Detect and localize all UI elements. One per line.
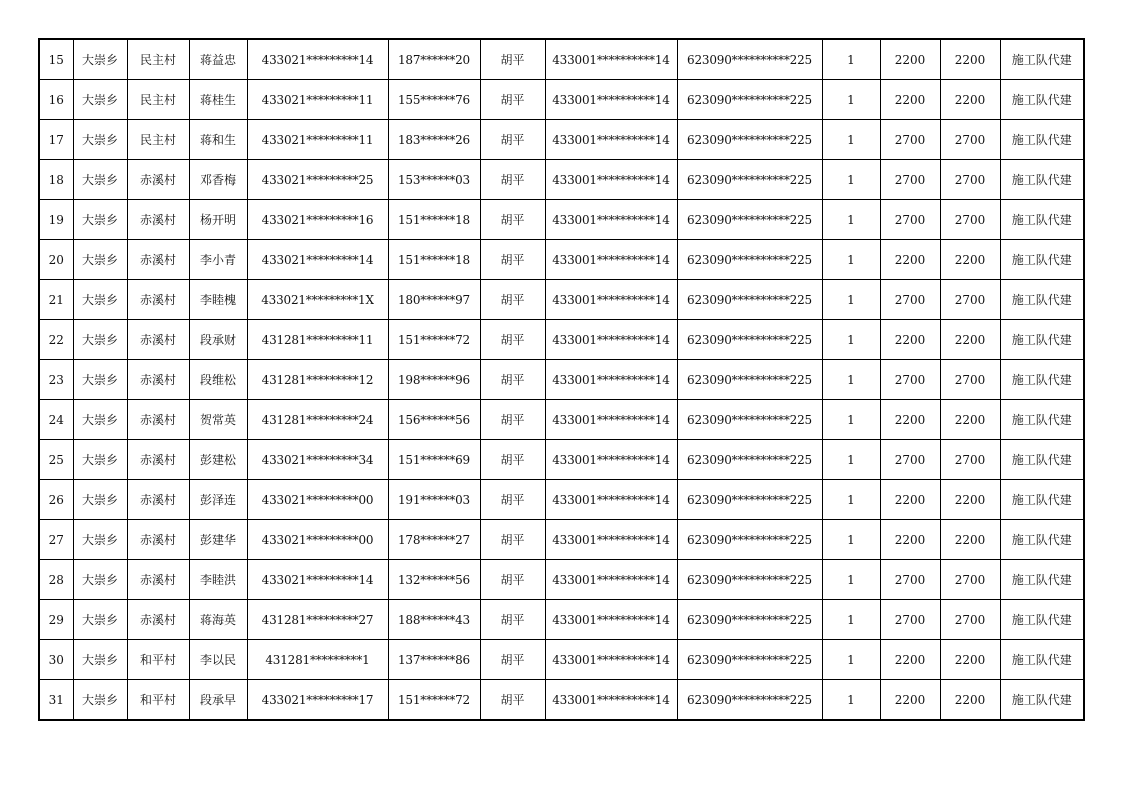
amount-a-cell: 2200 (880, 680, 940, 721)
construction-method-cell: 施工队代建 (1000, 240, 1084, 280)
table-body (39, 39, 1084, 720)
township-cell: 大崇乡 (73, 480, 127, 520)
village-cell: 赤溪村 (127, 560, 189, 600)
amount-b-cell: 2700 (940, 120, 1000, 160)
name-cell: 蒋桂生 (189, 80, 247, 120)
amount-b-cell: 2700 (940, 600, 1000, 640)
amount-b-cell: 2700 (940, 360, 1000, 400)
row-number-cell: 29 (39, 600, 73, 640)
village-cell: 赤溪村 (127, 520, 189, 560)
phone-cell: 191******03 (388, 480, 480, 520)
row-number-cell: 19 (39, 200, 73, 240)
name-cell: 李睦槐 (189, 280, 247, 320)
payee-id-cell: 433001**********14 (545, 680, 677, 721)
construction-method-cell: 施工队代建 (1000, 400, 1084, 440)
id-number-cell: 433021*********14 (247, 39, 388, 80)
bank-account-cell: 623090**********225 (677, 80, 822, 120)
row-number-cell: 26 (39, 480, 73, 520)
count-cell: 1 (822, 680, 880, 721)
construction-method-cell: 施工队代建 (1000, 680, 1084, 721)
count-cell: 1 (822, 160, 880, 200)
amount-b-cell: 2700 (940, 160, 1000, 200)
name-cell: 彭泽连 (189, 480, 247, 520)
payee-id-cell: 433001**********14 (545, 560, 677, 600)
amount-b-cell: 2200 (940, 520, 1000, 560)
household-table (38, 38, 1085, 721)
township-cell: 大崇乡 (73, 600, 127, 640)
phone-cell: 198******96 (388, 360, 480, 400)
id-number-cell: 433021*********11 (247, 120, 388, 160)
construction-method-cell: 施工队代建 (1000, 360, 1084, 400)
bank-account-cell: 623090**********225 (677, 200, 822, 240)
village-cell: 赤溪村 (127, 160, 189, 200)
amount-a-cell: 2200 (880, 320, 940, 360)
village-cell: 赤溪村 (127, 400, 189, 440)
count-cell: 1 (822, 400, 880, 440)
amount-b-cell: 2200 (940, 240, 1000, 280)
id-number-cell: 433021*********34 (247, 440, 388, 480)
construction-method-cell: 施工队代建 (1000, 480, 1084, 520)
amount-a-cell: 2700 (880, 360, 940, 400)
township-cell: 大崇乡 (73, 360, 127, 400)
village-cell: 赤溪村 (127, 480, 189, 520)
payee-cell: 胡平 (480, 440, 545, 480)
township-cell: 大崇乡 (73, 120, 127, 160)
row-number-cell: 18 (39, 160, 73, 200)
payee-cell: 胡平 (480, 520, 545, 560)
phone-cell: 151******18 (388, 200, 480, 240)
construction-method-cell: 施工队代建 (1000, 120, 1084, 160)
id-number-cell: 433021*********00 (247, 520, 388, 560)
id-number-cell: 433021*********14 (247, 560, 388, 600)
row-number-cell: 30 (39, 640, 73, 680)
table-row (39, 160, 1084, 200)
id-number-cell: 431281*********12 (247, 360, 388, 400)
table-row (39, 240, 1084, 280)
id-number-cell: 433021*********16 (247, 200, 388, 240)
table-row (39, 400, 1084, 440)
id-number-cell: 431281*********11 (247, 320, 388, 360)
phone-cell: 187******20 (388, 39, 480, 80)
amount-a-cell: 2700 (880, 200, 940, 240)
village-cell: 赤溪村 (127, 600, 189, 640)
amount-a-cell: 2200 (880, 480, 940, 520)
count-cell: 1 (822, 640, 880, 680)
count-cell: 1 (822, 39, 880, 80)
payee-cell: 胡平 (480, 160, 545, 200)
bank-account-cell: 623090**********225 (677, 480, 822, 520)
payee-id-cell: 433001**********14 (545, 120, 677, 160)
payee-cell: 胡平 (480, 280, 545, 320)
bank-account-cell: 623090**********225 (677, 600, 822, 640)
count-cell: 1 (822, 200, 880, 240)
amount-b-cell: 2700 (940, 560, 1000, 600)
payee-id-cell: 433001**********14 (545, 280, 677, 320)
township-cell: 大崇乡 (73, 680, 127, 721)
township-cell: 大崇乡 (73, 520, 127, 560)
phone-cell: 178******27 (388, 520, 480, 560)
payee-cell: 胡平 (480, 120, 545, 160)
amount-a-cell: 2700 (880, 120, 940, 160)
row-number-cell: 16 (39, 80, 73, 120)
bank-account-cell: 623090**********225 (677, 160, 822, 200)
township-cell: 大崇乡 (73, 640, 127, 680)
payee-cell: 胡平 (480, 320, 545, 360)
table-row (39, 680, 1084, 721)
row-number-cell: 22 (39, 320, 73, 360)
payee-id-cell: 433001**********14 (545, 360, 677, 400)
township-cell: 大崇乡 (73, 39, 127, 80)
township-cell: 大崇乡 (73, 440, 127, 480)
row-number-cell: 28 (39, 560, 73, 600)
village-cell: 和平村 (127, 680, 189, 721)
village-cell: 赤溪村 (127, 200, 189, 240)
amount-b-cell: 2200 (940, 320, 1000, 360)
amount-a-cell: 2700 (880, 160, 940, 200)
name-cell: 李睦洪 (189, 560, 247, 600)
phone-cell: 151******72 (388, 320, 480, 360)
bank-account-cell: 623090**********225 (677, 39, 822, 80)
amount-a-cell: 2200 (880, 39, 940, 80)
table-row (39, 520, 1084, 560)
table-row (39, 320, 1084, 360)
id-number-cell: 433021*********1X (247, 280, 388, 320)
bank-account-cell: 623090**********225 (677, 400, 822, 440)
id-number-cell: 433021*********17 (247, 680, 388, 721)
township-cell: 大崇乡 (73, 160, 127, 200)
construction-method-cell: 施工队代建 (1000, 600, 1084, 640)
count-cell: 1 (822, 280, 880, 320)
payee-cell: 胡平 (480, 240, 545, 280)
table-row (39, 200, 1084, 240)
village-cell: 民主村 (127, 80, 189, 120)
bank-account-cell: 623090**********225 (677, 280, 822, 320)
payee-cell: 胡平 (480, 560, 545, 600)
village-cell: 和平村 (127, 640, 189, 680)
name-cell: 蒋益忠 (189, 39, 247, 80)
row-number-cell: 15 (39, 39, 73, 80)
amount-b-cell: 2700 (940, 280, 1000, 320)
amount-b-cell: 2700 (940, 440, 1000, 480)
construction-method-cell: 施工队代建 (1000, 160, 1084, 200)
phone-cell: 155******76 (388, 80, 480, 120)
bank-account-cell: 623090**********225 (677, 120, 822, 160)
payee-id-cell: 433001**********14 (545, 640, 677, 680)
construction-method-cell: 施工队代建 (1000, 200, 1084, 240)
payee-cell: 胡平 (480, 360, 545, 400)
payee-id-cell: 433001**********14 (545, 80, 677, 120)
construction-method-cell: 施工队代建 (1000, 560, 1084, 600)
amount-b-cell: 2200 (940, 39, 1000, 80)
name-cell: 李以民 (189, 640, 247, 680)
count-cell: 1 (822, 440, 880, 480)
payee-cell: 胡平 (480, 80, 545, 120)
bank-account-cell: 623090**********225 (677, 680, 822, 721)
table-row (39, 39, 1084, 80)
township-cell: 大崇乡 (73, 560, 127, 600)
count-cell: 1 (822, 600, 880, 640)
bank-account-cell: 623090**********225 (677, 240, 822, 280)
phone-cell: 183******26 (388, 120, 480, 160)
amount-b-cell: 2700 (940, 200, 1000, 240)
payee-id-cell: 433001**********14 (545, 200, 677, 240)
amount-a-cell: 2200 (880, 80, 940, 120)
phone-cell: 180******97 (388, 280, 480, 320)
name-cell: 蒋海英 (189, 600, 247, 640)
payee-id-cell: 433001**********14 (545, 320, 677, 360)
row-number-cell: 31 (39, 680, 73, 721)
name-cell: 段承早 (189, 680, 247, 721)
payee-cell: 胡平 (480, 680, 545, 721)
construction-method-cell: 施工队代建 (1000, 80, 1084, 120)
amount-b-cell: 2200 (940, 80, 1000, 120)
table-row (39, 560, 1084, 600)
amount-a-cell: 2200 (880, 520, 940, 560)
name-cell: 彭建华 (189, 520, 247, 560)
id-number-cell: 431281*********1 (247, 640, 388, 680)
village-cell: 民主村 (127, 39, 189, 80)
id-number-cell: 433021*********25 (247, 160, 388, 200)
construction-method-cell: 施工队代建 (1000, 280, 1084, 320)
bank-account-cell: 623090**********225 (677, 360, 822, 400)
construction-method-cell: 施工队代建 (1000, 320, 1084, 360)
row-number-cell: 21 (39, 280, 73, 320)
id-number-cell: 433021*********00 (247, 480, 388, 520)
table-row (39, 360, 1084, 400)
row-number-cell: 24 (39, 400, 73, 440)
village-cell: 赤溪村 (127, 320, 189, 360)
amount-a-cell: 2700 (880, 440, 940, 480)
township-cell: 大崇乡 (73, 80, 127, 120)
row-number-cell: 27 (39, 520, 73, 560)
phone-cell: 132******56 (388, 560, 480, 600)
bank-account-cell: 623090**********225 (677, 560, 822, 600)
phone-cell: 151******69 (388, 440, 480, 480)
count-cell: 1 (822, 80, 880, 120)
count-cell: 1 (822, 560, 880, 600)
count-cell: 1 (822, 240, 880, 280)
amount-a-cell: 2700 (880, 600, 940, 640)
construction-method-cell: 施工队代建 (1000, 39, 1084, 80)
amount-a-cell: 2700 (880, 560, 940, 600)
bank-account-cell: 623090**********225 (677, 440, 822, 480)
amount-a-cell: 2200 (880, 240, 940, 280)
phone-cell: 137******86 (388, 640, 480, 680)
amount-b-cell: 2200 (940, 640, 1000, 680)
count-cell: 1 (822, 520, 880, 560)
name-cell: 彭建松 (189, 440, 247, 480)
township-cell: 大崇乡 (73, 280, 127, 320)
count-cell: 1 (822, 480, 880, 520)
payee-id-cell: 433001**********14 (545, 240, 677, 280)
township-cell: 大崇乡 (73, 320, 127, 360)
payee-id-cell: 433001**********14 (545, 480, 677, 520)
name-cell: 段维松 (189, 360, 247, 400)
payee-cell: 胡平 (480, 640, 545, 680)
amount-b-cell: 2200 (940, 480, 1000, 520)
amount-b-cell: 2200 (940, 400, 1000, 440)
row-number-cell: 17 (39, 120, 73, 160)
payee-id-cell: 433001**********14 (545, 160, 677, 200)
payee-id-cell: 433001**********14 (545, 520, 677, 560)
table-row (39, 80, 1084, 120)
count-cell: 1 (822, 120, 880, 160)
row-number-cell: 23 (39, 360, 73, 400)
village-cell: 民主村 (127, 120, 189, 160)
name-cell: 段承财 (189, 320, 247, 360)
id-number-cell: 431281*********27 (247, 600, 388, 640)
table-row (39, 280, 1084, 320)
payee-id-cell: 433001**********14 (545, 600, 677, 640)
township-cell: 大崇乡 (73, 400, 127, 440)
village-cell: 赤溪村 (127, 440, 189, 480)
phone-cell: 153******03 (388, 160, 480, 200)
payee-cell: 胡平 (480, 39, 545, 80)
payee-cell: 胡平 (480, 200, 545, 240)
name-cell: 蒋和生 (189, 120, 247, 160)
id-number-cell: 433021*********11 (247, 80, 388, 120)
table-row (39, 600, 1084, 640)
name-cell: 贺常英 (189, 400, 247, 440)
phone-cell: 151******18 (388, 240, 480, 280)
table-row (39, 440, 1084, 480)
township-cell: 大崇乡 (73, 240, 127, 280)
construction-method-cell: 施工队代建 (1000, 640, 1084, 680)
row-number-cell: 20 (39, 240, 73, 280)
payee-id-cell: 433001**********14 (545, 440, 677, 480)
count-cell: 1 (822, 320, 880, 360)
bank-account-cell: 623090**********225 (677, 320, 822, 360)
count-cell: 1 (822, 360, 880, 400)
village-cell: 赤溪村 (127, 280, 189, 320)
name-cell: 邓香梅 (189, 160, 247, 200)
phone-cell: 156******56 (388, 400, 480, 440)
phone-cell: 188******43 (388, 600, 480, 640)
bank-account-cell: 623090**********225 (677, 520, 822, 560)
construction-method-cell: 施工队代建 (1000, 520, 1084, 560)
phone-cell: 151******72 (388, 680, 480, 721)
table-row (39, 480, 1084, 520)
name-cell: 李小青 (189, 240, 247, 280)
amount-a-cell: 2700 (880, 280, 940, 320)
table-row (39, 120, 1084, 160)
village-cell: 赤溪村 (127, 240, 189, 280)
payee-id-cell: 433001**********14 (545, 400, 677, 440)
bank-account-cell: 623090**********225 (677, 640, 822, 680)
amount-a-cell: 2200 (880, 400, 940, 440)
id-number-cell: 433021*********14 (247, 240, 388, 280)
amount-b-cell: 2200 (940, 680, 1000, 721)
payee-cell: 胡平 (480, 400, 545, 440)
name-cell: 杨开明 (189, 200, 247, 240)
village-cell: 赤溪村 (127, 360, 189, 400)
township-cell: 大崇乡 (73, 200, 127, 240)
table-row (39, 640, 1084, 680)
payee-cell: 胡平 (480, 600, 545, 640)
row-number-cell: 25 (39, 440, 73, 480)
construction-method-cell: 施工队代建 (1000, 440, 1084, 480)
payee-id-cell: 433001**********14 (545, 39, 677, 80)
id-number-cell: 431281*********24 (247, 400, 388, 440)
amount-a-cell: 2200 (880, 640, 940, 680)
payee-cell: 胡平 (480, 480, 545, 520)
